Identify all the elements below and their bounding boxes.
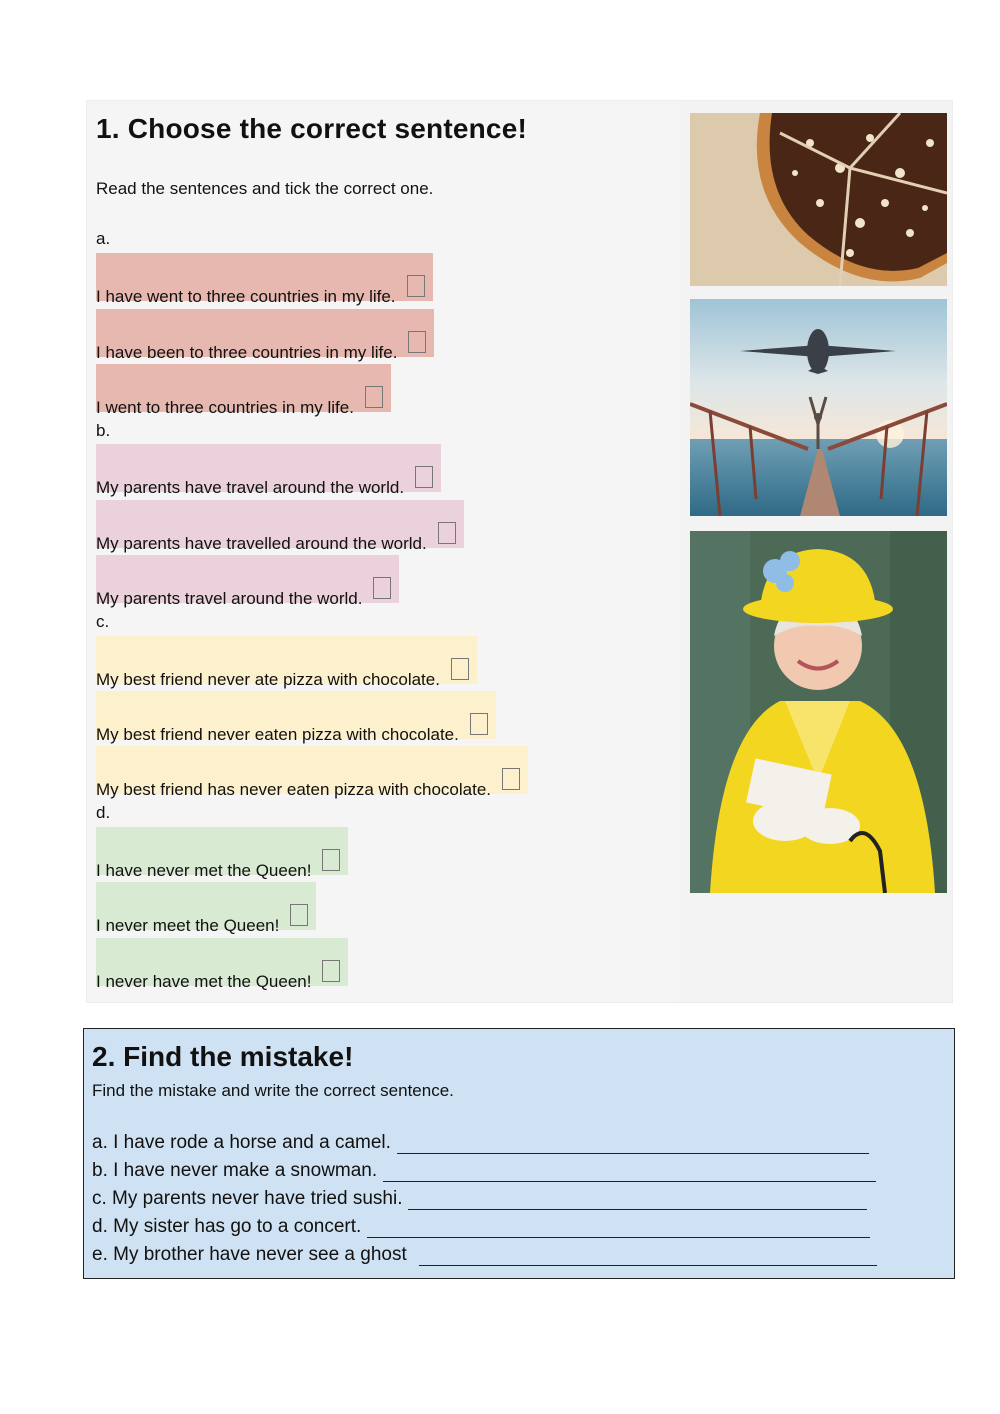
answer-line-b[interactable] xyxy=(383,1162,876,1182)
option-text: My parents have travelled around the world. xyxy=(96,534,427,553)
question-d-label: d. xyxy=(96,803,111,822)
pizza-image-icon xyxy=(690,113,947,286)
question-c-label: c. xyxy=(96,612,110,631)
tick-box-a3[interactable] xyxy=(365,386,383,408)
mistake-item-b xyxy=(92,1160,876,1182)
mistake-item-c xyxy=(92,1188,867,1210)
mistake-item-e xyxy=(92,1244,877,1266)
tick-box-a1[interactable] xyxy=(407,275,425,297)
option-a1 xyxy=(96,253,433,306)
option-text: I have went to three countries in my life. xyxy=(96,287,396,306)
tick-box-b3[interactable] xyxy=(373,577,391,599)
answer-line-e[interactable] xyxy=(419,1246,877,1266)
option-text: My best friend never ate pizza with chocolate. xyxy=(96,670,440,689)
mistake-item-d xyxy=(92,1216,870,1238)
question-a-label: a. xyxy=(96,229,111,248)
option-d2 xyxy=(96,882,316,935)
exercise-2-panel xyxy=(83,1028,955,1279)
option-c1 xyxy=(96,636,477,689)
mistake-sentence: a. I have rode a horse and a camel. xyxy=(92,1132,391,1153)
exercise-1-panel xyxy=(86,100,953,1003)
option-b3 xyxy=(96,555,399,608)
answer-line-d[interactable] xyxy=(367,1218,870,1238)
airplane-image-icon xyxy=(690,299,947,516)
option-text: My best friend has never eaten pizza with chocolate. xyxy=(96,780,491,799)
exercise-1-title: 1. Choose the correct sentence! xyxy=(96,113,527,144)
option-a3 xyxy=(96,364,391,417)
option-text: I have never met the Queen! xyxy=(96,861,312,880)
question-b-label: b. xyxy=(96,421,111,440)
mistake-sentence: b. I have never make a snowman. xyxy=(92,1160,378,1181)
tick-box-c2[interactable] xyxy=(470,713,488,735)
option-text: My parents travel around the world. xyxy=(96,589,363,608)
option-d3 xyxy=(96,938,348,991)
option-text: My parents have travel around the world. xyxy=(96,478,405,497)
tick-box-d3[interactable] xyxy=(322,960,340,982)
airplane-pier-photo xyxy=(690,299,947,516)
mistake-sentence: e. My brother have never see a ghost xyxy=(92,1244,407,1265)
tick-box-a2[interactable] xyxy=(408,331,426,353)
exercise-1-instruction: Read the sentences and tick the correct one. xyxy=(96,179,434,198)
queen-photo xyxy=(690,531,947,893)
option-text: I never have met the Queen! xyxy=(96,972,312,991)
mistake-item-a xyxy=(92,1132,869,1154)
option-text: My best friend never eaten pizza with chocolate. xyxy=(96,725,459,744)
tick-box-b1[interactable] xyxy=(415,466,433,488)
option-text: I never meet the Queen! xyxy=(96,916,280,935)
option-c3 xyxy=(96,746,528,799)
tick-box-b2[interactable] xyxy=(438,522,456,544)
option-text: I went to three countries in my life. xyxy=(96,398,354,417)
tick-box-d1[interactable] xyxy=(322,849,340,871)
exercise-2-title: 2. Find the mistake! xyxy=(92,1041,354,1072)
queen-image-icon xyxy=(690,531,947,893)
tick-box-c3[interactable] xyxy=(502,768,520,790)
tick-box-d2[interactable] xyxy=(290,904,308,926)
mistake-sentence: d. My sister has go to a concert. xyxy=(92,1216,362,1237)
option-d1 xyxy=(96,827,348,880)
option-b1 xyxy=(96,444,441,497)
option-c2 xyxy=(96,691,496,744)
answer-line-a[interactable] xyxy=(397,1134,869,1154)
exercise-2-instruction: Find the mistake and write the correct sentence. xyxy=(92,1081,454,1100)
option-b2 xyxy=(96,500,464,553)
option-text: I have been to three countries in my life. xyxy=(96,343,398,362)
mistake-sentence: c. My parents never have tried sushi. xyxy=(92,1188,403,1209)
pizza-photo xyxy=(690,113,947,286)
tick-box-c1[interactable] xyxy=(451,658,469,680)
option-a2 xyxy=(96,309,434,362)
answer-line-c[interactable] xyxy=(408,1190,867,1210)
